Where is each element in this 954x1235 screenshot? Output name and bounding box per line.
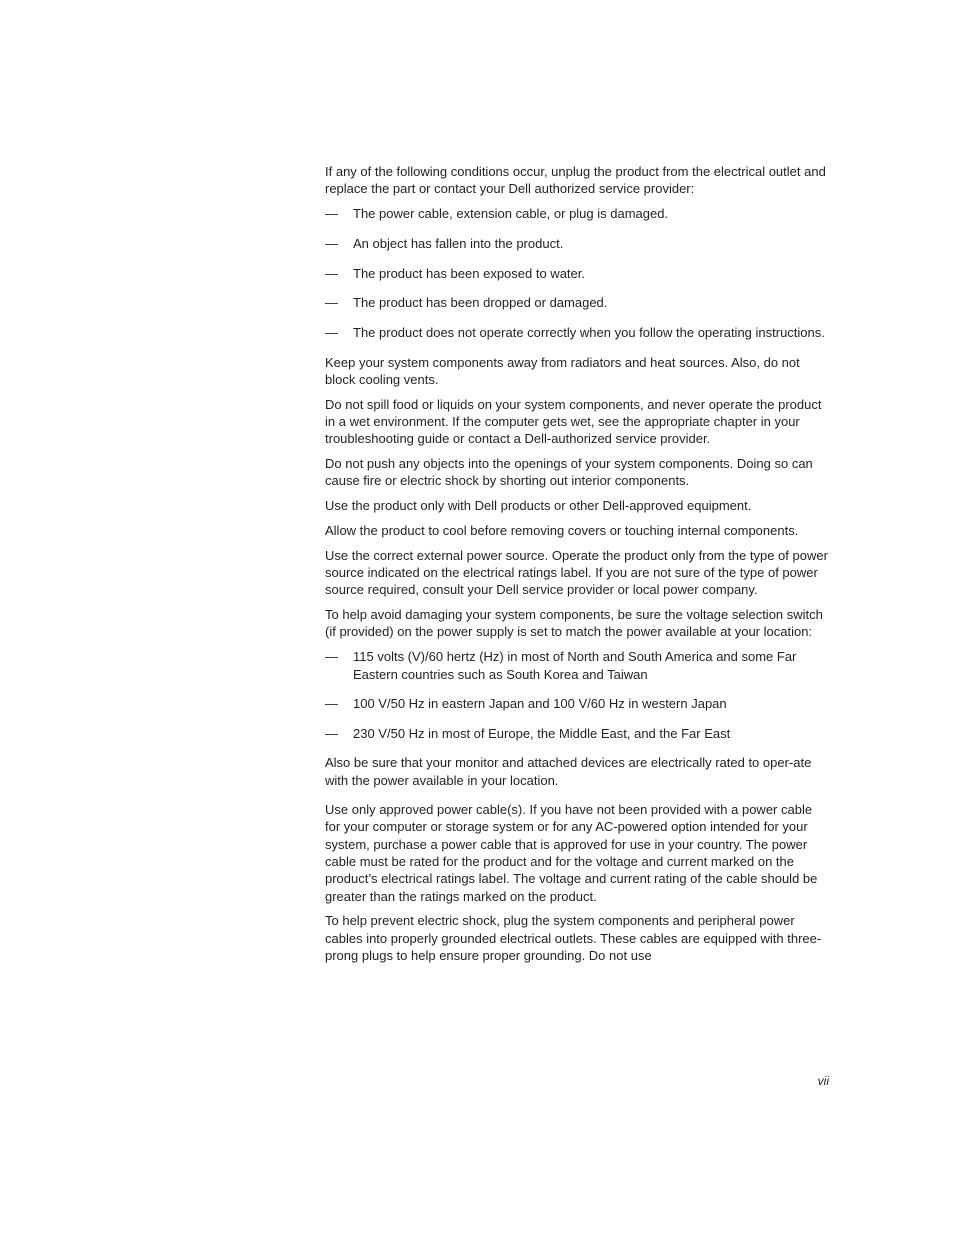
list-item-text: 230 V/50 Hz in most of Europe, the Middle East, and the Far East — [353, 726, 731, 742]
list-item-text: The product does not operate correctly when you follow the operating instructions. — [353, 325, 825, 341]
list-item — [325, 695, 830, 712]
list-item-text: 100 V/50 Hz in eastern Japan and 100 V/60 Hz in western Japan — [353, 696, 727, 712]
list-item — [325, 265, 830, 282]
list-item — [325, 324, 830, 341]
list-item — [325, 294, 830, 311]
list-item-text: The product has been dropped or damaged. — [353, 295, 608, 311]
body-paragraph: Keep your system components away from radiators and heat sources. Also, do not block cooling vents. — [325, 354, 800, 387]
list-item — [325, 648, 830, 683]
conditions-list — [325, 205, 830, 341]
dash-bullet: — — [325, 206, 338, 222]
body-paragraph: To help prevent electric shock, plug the system components and peripheral power cables into properly grounded electrical outlets. These cables are equipped with three-prong plugs to help ensure proper grounding. Do not use — [325, 913, 822, 963]
intro-paragraph: If any of the following conditions occur, unplug the product from the electrical outlet and replace the part or contact your Dell authorized service provider: — [325, 164, 826, 197]
body-paragraph: Use the correct external power source. Operate the product only from the type of power source indicated on the electrical ratings label. If you are not sure of the type of power source required, consult your Dell service provider or local power company. — [325, 547, 828, 598]
body-paragraph: Do not push any objects into the openings of your system components. Doing so can cause fire or electric shock by shorting out interior components. — [325, 456, 813, 489]
page-content — [325, 163, 830, 972]
body-paragraph: Use only approved power cable(s). If you have not been provided with a power cable for your computer or storage system or for any AC-powered option intended for your system, purchase a power cable that is approved for use in your country. The power cable must be rated for the product and for the voltage and current marked on the product’s electrical ratings label. The voltage and current rating of the cable should be greater than the ratings marked on the product. — [325, 802, 818, 904]
body-paragraph: Use the product only with Dell products or other Dell-approved equipment. — [325, 498, 752, 514]
list-item — [325, 725, 830, 742]
list-item-text: The power cable, extension cable, or plug is damaged. — [353, 206, 669, 222]
list-item-text: An object has fallen into the product. — [353, 235, 564, 251]
list-item — [325, 205, 830, 222]
voltage-list — [325, 648, 830, 742]
dash-bullet: — — [325, 726, 338, 742]
body-paragraph: Do not spill food or liquids on your system components, and never operate the product in a wet environment. If the computer gets wet, see the appropriate chapter in your troubleshooting guide or contact a Dell-authorized service provider. — [325, 396, 822, 447]
body-paragraph: Also be sure that your monitor and attached devices are electrically rated to oper-ate with the power available in your location. — [325, 755, 812, 788]
dash-bullet: — — [325, 235, 338, 251]
dash-bullet: — — [325, 649, 338, 665]
body-paragraph: To help avoid damaging your system components, be sure the voltage selection switch (if provided) on the power supply is set to match the power available at your location: — [325, 607, 823, 640]
dash-bullet: — — [325, 696, 338, 712]
dash-bullet: — — [325, 325, 338, 341]
list-item — [325, 235, 830, 252]
list-item-text: 115 volts (V)/60 hertz (Hz) in most of North and South America and some Far Eastern countries such as South Korea and Taiwan — [353, 649, 797, 682]
body-paragraph: Allow the product to cool before removing covers or touching internal components. — [325, 522, 799, 538]
list-item-text: The product has been exposed to water. — [353, 265, 585, 281]
dash-bullet: — — [325, 265, 338, 281]
dash-bullet: — — [325, 295, 338, 311]
page-number: vii — [817, 1074, 829, 1088]
